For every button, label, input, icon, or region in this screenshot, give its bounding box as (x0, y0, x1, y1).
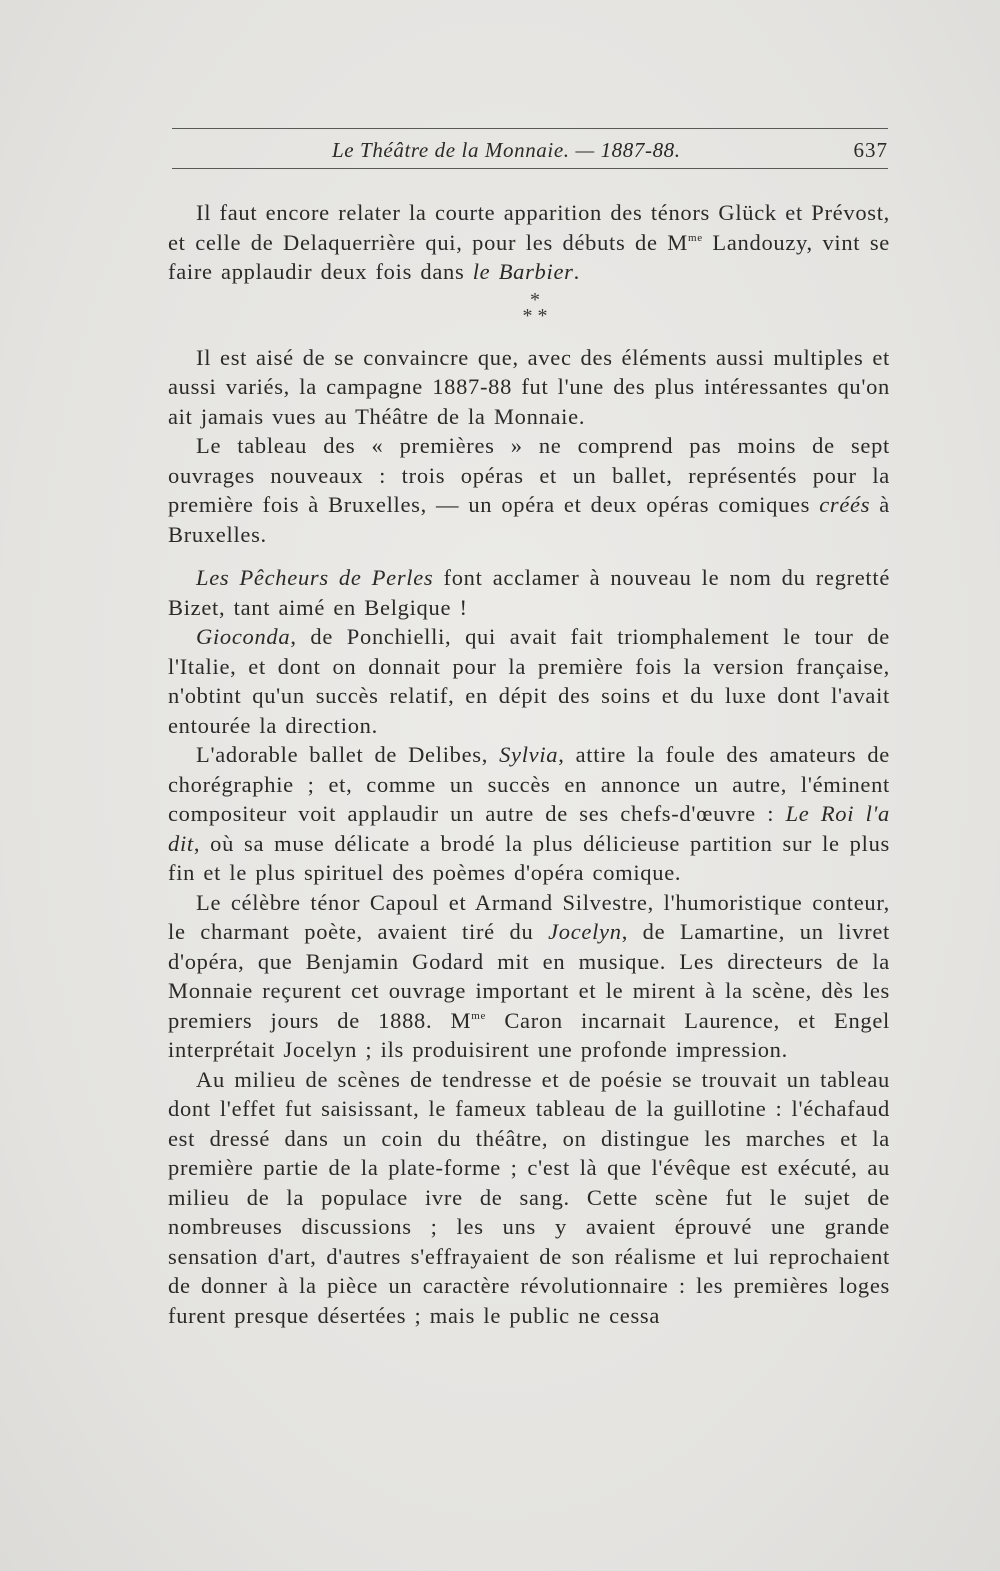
italic-word: créés (819, 492, 871, 517)
paragraph-guillotine: Au milieu de scènes de tendresse et de poésie se trouvait un tableau dont l'effet fut saisissant, le fameux tableau de la guillotine : l'échafaud est dressé dans un coin du théâtre, on distingue les marches et la première partie de la plate-forme ; c'est là que l'évêque est exécuté, au milieu de la populace ivre de sang. Cette scène fut le sujet de nombreuses discussions ; les uns y avaient éprouvé une grande sensation d'art, d'autres s'effrayaient de son réalisme et lui reprochaient de donner à la pièce un caractère révolutionnaire : les premières loges furent presque désertées ; mais le public ne cessa (168, 1066, 890, 1328)
asterism-bottom: * * (522, 304, 548, 327)
text-run: L'adorable ballet de Delibes, (196, 742, 500, 767)
header-rule-bottom (172, 168, 888, 169)
paragraph-sylvia (168, 740, 890, 888)
italic-title: Gioconda (196, 624, 291, 649)
body-text (168, 198, 890, 1330)
text-run: Le célèbre ténor Capoul et Armand Silvestre, l'humoristique conteur, le charmant poète, avaient tiré du (168, 889, 890, 944)
section-break-asterism (180, 288, 890, 327)
text-run: . (573, 259, 580, 284)
text-run: Caron incarnait Laurence, et Engel interprétait Jocelyn ; ils produisirent une profonde impression. (168, 1007, 890, 1062)
paragraph-jocelyn (168, 888, 890, 1065)
paragraph-pecheurs (168, 563, 890, 622)
running-head-title: Le Théâtre de la Monnaie. — 1887-88. (332, 138, 681, 162)
text-run: Landouzy, vint se faire applaudir deux fois dans (168, 229, 890, 284)
text-run: à Bruxelles. (168, 492, 890, 547)
header-rule-top (172, 128, 888, 129)
superscript: me (471, 1009, 487, 1022)
italic-title: Les Pêcheurs de Perles (196, 565, 434, 590)
running-head (172, 134, 888, 166)
text-run: , où sa muse délicate a brodé la plus délicieuse partition sur le plus fin et le plus spirituel des poèmes d'opéra comique. (168, 830, 890, 885)
text-run: Le tableau des « premières » ne comprend pas moins de sept ouvrages nouveaux : trois opéras et un ballet, représentés pour la première fois à Bruxelles, — un opéra et deux opéras comiques (168, 433, 890, 517)
italic-title: Jocelyn (548, 919, 622, 944)
text-run: , de Lamartine, un livret d'opéra, que Benjamin Godard mit en musique. Les directeurs de la Monnaie reçurent cet ouvrage important et le mirent à la scène, dès les premiers jours de 1888. M (168, 919, 890, 1033)
paragraph-gioconda (168, 622, 890, 740)
text-run: Il faut encore relater la courte apparition des ténors Glück et Prévost, et celle de Delaquerrière qui, pour les débuts de M (168, 200, 890, 255)
superscript: me (687, 231, 703, 244)
text-run: , de Ponchielli, qui avait fait triomphalement le tour de l'Italie, et dont on donnait pour la première fois la version française, n'obtint qu'un succès relatif, en dépit des soins et du luxe dont l'avait entourée la direction. (168, 624, 890, 738)
page-number: 637 (853, 138, 888, 162)
paragraph-campaign: Il est aisé de se convaincre que, avec des éléments aussi multiples et aussi variés, la campagne 1887-88 fut l'une des plus intéressantes qu'on ait jamais vues au Théâtre de la Monnaie. (168, 344, 890, 429)
italic-title: le Barbier (472, 259, 574, 284)
paragraph-tenors (168, 198, 890, 287)
text-run: font acclamer à nouveau le nom du regretté Bizet, tant aimé en Belgique ! (168, 565, 891, 620)
asterism-top: * (530, 288, 540, 311)
text-run: , attire la foule des amateurs de chorégraphie ; et, comme un succès en annonce un autre, l'éminent compositeur voit applaudir un autre de ses chefs-d'œuvre : (168, 742, 890, 826)
italic-title: Le Roi l'a dit (168, 801, 890, 856)
italic-title: Sylvia (499, 742, 559, 767)
paragraph-premieres (168, 431, 890, 549)
